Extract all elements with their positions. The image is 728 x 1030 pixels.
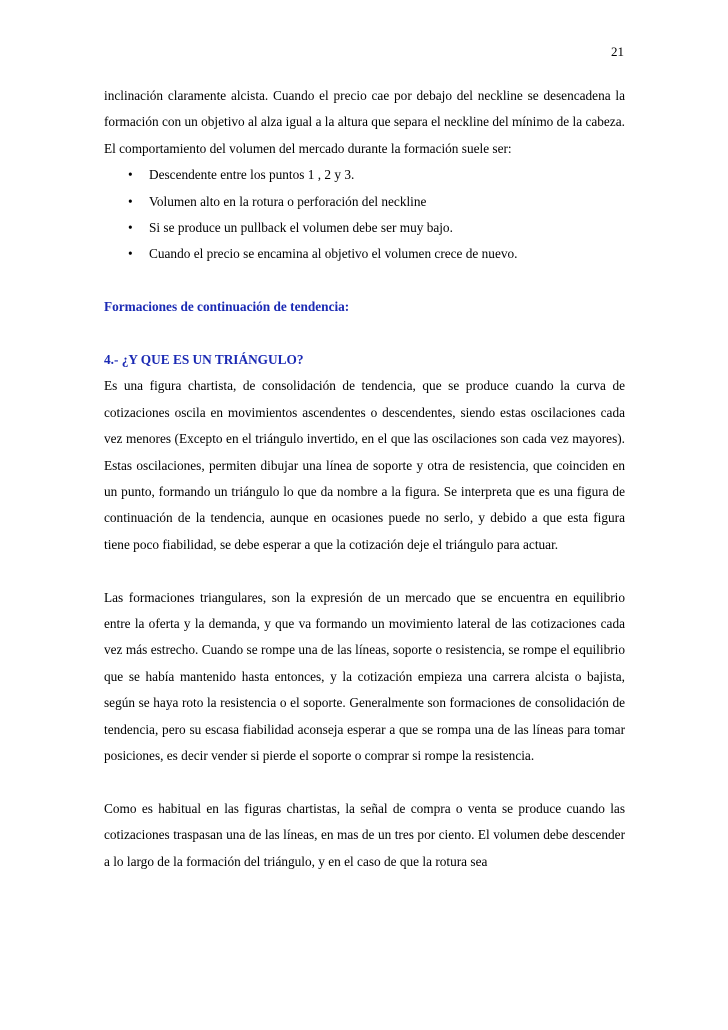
bullet-icon: • — [128, 220, 133, 236]
bullet-icon: • — [128, 167, 133, 183]
list-item — [104, 215, 625, 241]
triangle-paragraph-1: Es una figura chartista, de consolidación de tendencia, que se produce cuando la curva de cotizaciones oscila en movimientos ascendentes o descendentes, siendo estas oscilaciones cada vez menores (Excepto en el triángulo invertido, en el que las oscilaciones son cada vez mayores). Estas oscilaciones, permiten dibujar una línea de soporte y otra de resistencia, que coinciden en un punto, formando un triángulo lo que da nombre a la figura. Se interpreta que es una figura de continuación de la tendencia, aunque en ocasiones puede no serlo, y debido a que esta figura tiene poco fiabilidad, se debe esperar a que la cotización deje el triángulo para actuar. — [104, 378, 625, 552]
triangle-paragraph-3: Como es habitual en las figuras chartistas, la señal de compra o venta se produce cuando las cotizaciones traspasan una de las líneas, en mas de un tres por ciento. El volumen debe descender a lo largo de la formación del triángulo, y en el caso de que la rotura sea — [104, 800, 625, 869]
section-heading: Formaciones de continuación de tendencia: — [104, 299, 350, 315]
bullet-icon: • — [128, 193, 133, 209]
list-item-text: Volumen alto en la rotura o perforación del neckline — [149, 193, 427, 209]
triangle-heading: 4.- ¿Y QUE ES UN TRIÁNGULO? — [104, 352, 304, 368]
spacer — [104, 321, 625, 347]
volume-bullet-list — [104, 162, 625, 268]
list-item — [104, 162, 625, 188]
list-item-text: Si se produce un pullback el volumen debe ser muy bajo. — [149, 220, 453, 236]
page-number: 21 — [611, 44, 624, 59]
intro-paragraph: inclinación claramente alcista. Cuando el precio cae por debajo del neckline se desencadena la formación con un objetivo al alza igual a la altura que separa el neckline del mínimo de la cabeza. — [104, 88, 625, 130]
triangle-paragraph-2: Las formaciones triangulares, son la expresión de un mercado que se encuentra en equilibrio entre la oferta y la demanda, y que va formando un movimiento lateral de las cotizaciones cada vez más estrecho. Cuando se rompe una de las líneas, soporte o resistencia, se rompe el equilibrio que se había mantenido hasta entonces, y la cotización empieza una carrera alcista o bajista, según se haya roto la resistencia o el soporte. Generalmente son formaciones de consolidación de tendencia, pero su escasa fiabilidad aconseja esperar a que se rompa una de las líneas para tomar posiciones, es decir vender si pierde el soporte o comprar si rompe la resistencia. — [104, 589, 625, 764]
spacer — [104, 558, 625, 584]
list-item — [104, 241, 625, 267]
list-item-text: Cuando el precio se encamina al objetivo el volumen crece de nuevo. — [149, 246, 518, 262]
spacer — [104, 770, 625, 796]
spacer — [104, 268, 625, 294]
list-item-text: Descendente entre los puntos 1 , 2 y 3. — [149, 167, 355, 183]
list-item — [104, 189, 625, 215]
volume-intro: El comportamiento del volumen del mercado durante la formación suele ser: — [104, 140, 512, 156]
document-body — [104, 83, 625, 875]
bullet-icon: • — [128, 246, 133, 262]
